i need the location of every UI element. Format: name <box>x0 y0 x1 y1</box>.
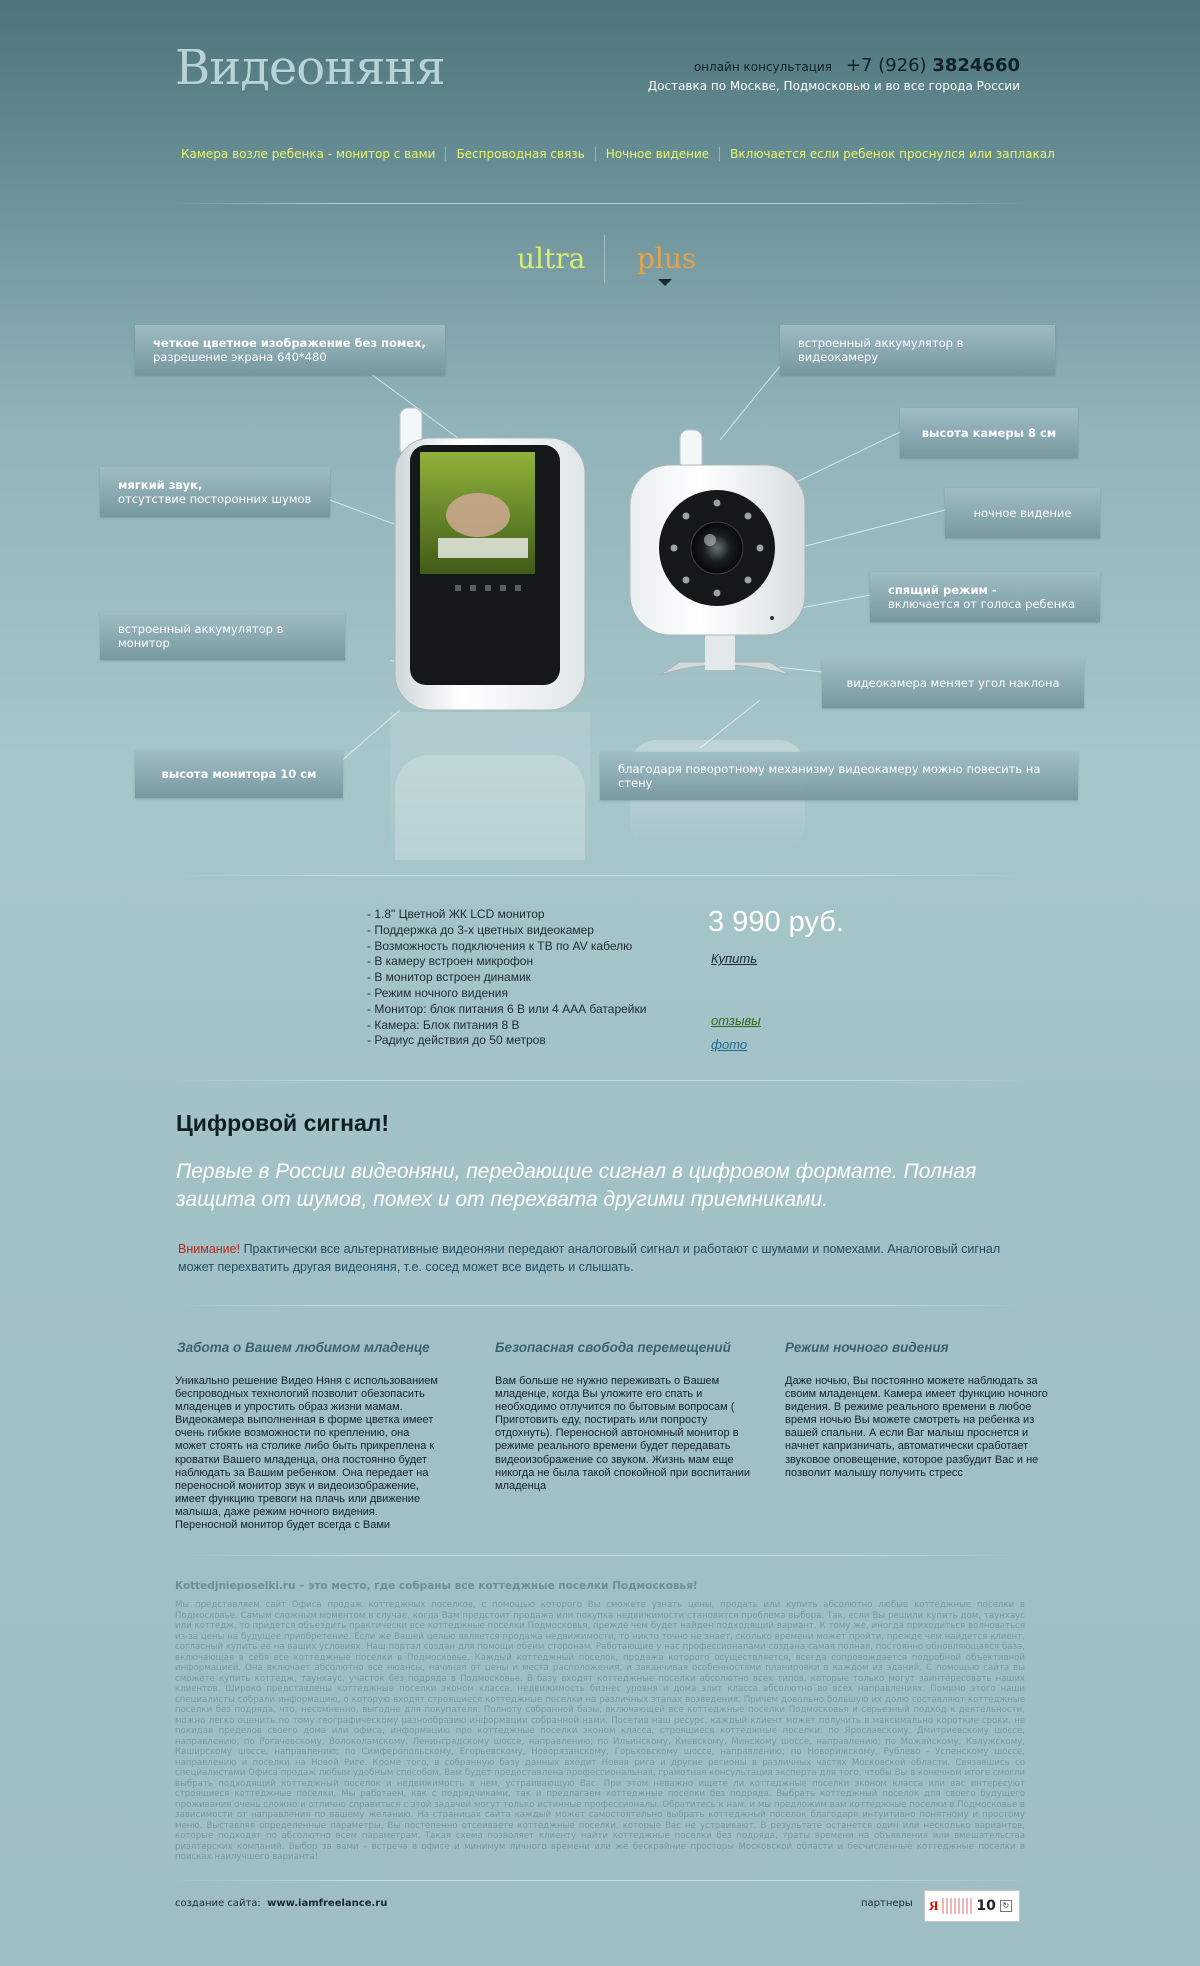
reviews-link[interactable]: отзывы <box>711 1013 761 1028</box>
callout-wall-text: благодаря поворотному механизму видеокамеру можно повесить на стену <box>618 762 1041 790</box>
tab-plus[interactable]: plus <box>637 242 697 275</box>
callout-sleep-line1: спящий режим - <box>888 583 997 597</box>
footer-credit <box>175 1898 387 1909</box>
divider-top <box>170 203 1030 204</box>
specs-list <box>367 907 646 1049</box>
site-logo[interactable]: Видеоняня <box>175 40 445 96</box>
nav-item-wireless[interactable]: Беспроводная связь <box>446 147 595 161</box>
refresh-icon: ↻ <box>1000 1900 1012 1912</box>
callout-monitor-height-text: высота монитора 10 см <box>161 767 317 781</box>
spec-item: - Радиус действия до 50 метров <box>367 1033 546 1048</box>
callout-monitor-height <box>135 750 343 798</box>
phone-number[interactable] <box>846 55 1020 76</box>
divider-columns <box>170 1555 1030 1556</box>
column-text-freedom: Вам больше не нужно переживать о Вашем младенце, когда Вы уложите его спать и необходимо отлучится по бытовым вопросам ( Приготовить еду, постирать или попросту отдохнуть). Переносной автономный монитор в режиме реального времени будет передавать видеоизображение со звуком. Жизнь мам еще никогда не была такой спокойной при воспитании младенца <box>495 1375 750 1492</box>
attention-note <box>178 1240 1028 1276</box>
callout-wall-mount <box>600 752 1078 800</box>
divider-footer <box>170 1880 1030 1881</box>
consult-label: онлайн консультация <box>693 60 832 74</box>
callout-screen-line2: разрешение экрана 640*480 <box>153 350 327 364</box>
nav-item-auto-on[interactable]: Включается если ребенок проснулся или заплакал <box>730 147 1055 161</box>
column-text-night: Даже ночью, Вы постоянно можете наблюдать за своим младенцем. Камера имеет функцию ночного видения. В режиме реального времени в любое время ночью Вы можете смотреть на ребенка из вашей спальни. А если Ваг малыш проснется и начнет капризничать, автоматически сработает звуковое оповещение, которое разбудит Вас и не позволит малышу получить стресс <box>785 1375 1048 1479</box>
seo-text: Мы представляем сайт Офиса продаж коттеджных поселков, с помощью которого Вы сможете узнать цены, продать или купить абсолютно любые коттеджные поселки в Подмосковье. Самым сложным моментом в случае, когда Вам предстоит продажа или покупка недвижимости становится проблема выбора. Так, если Вы решили купить дом, таунхаус или коттедж, то придется объездить практически все коттеджные поселки Подмосковья, прежде чем будет найден подходящий вариант. К тому же, иногда приходиться волноваться из-за цены на будущее приобретение. Если же Вашей целью является продажа недвижимости, то никто точно не знает, сколько времени может пройти, прежде чем найдется клиент, согласный купить ее на ваших условиях. Наш портал создан для помощи обеим сторонам. Работающие у нас профессионалами создана самая полная, постоянно обновляющаяся база, включающая в себя все коттеджные поселки в Подмосковье. Каждый коттеджный поселок, продажа которого осуществляется, всегда сопровождается подробной объективной информацией. Она включает абсолютно все нюансы, начиная от цены и места расположения, и заканчивая особенностями планировки в каждом из зданий. С помощью сайта вы сможете купить коттедж, таунхаус, участок без подряда в Подмосковье. В базу входят коттеджные поселки абсолютно всех типов, которые только могут заинтересовать наших клиентов. Широко представлены коттеджные поселки эконом класса, недвижимость бизнес уровня и дома элит класса абсолютно во всех направлениях. Помимо этого наши специалисты собрали информацию, о которую входят строящиеся коттеджные поселки на различных этапах возведения. Причем довольно большую их долю составляют коттеджные поселки без подряда, что, несомненно, выгодне для покупателя. Полноту собранной базы, включающей все коттеджные поселки Подмосковья и серьезный подход к деятельности, можно легко оценить по тому географическому разнообразию информации собранной нами. Посетив наш ресурс, каждый клиент может получить в максимально короткие сроки, не покидая пределов своего дома или офиса, информацию про коттеджные поселки эконом класса, строящиеся коттеджные поселки: по Ярославскому, Дмитриевскому шоссе, направлению; по Рогачевскому, Волоколамскому, Ленинградскому шоссе, направлению; по Ильинскому, Киевскому, Минскому шоссе, направлению; по Можайскому, Калужскому, Каширскому шоссе, направлению; по Симферопольскому, Егорьевскому, Новорязанскому, Горьковскому шоссе, направлению; по Новорижскому, Рублево - Успенскому шоссе, направлению и поселки на Новой Риге. Кроме того, в собранную базу данных входит Новая рига и другие регионы в различных частях Московской области. Связавшись со специалистами Офиса продаж любым удобным способом, Вам будет предоставлена профессиональная, грамотная консультация эксперта для того, чтобы Вы в конечном итоге смогли выбрать подходящий коттеджный поселок и недвижимость в нем, устраивающую Вас. При этом неважно ищете ли коттеджные поселки эконом класса или вас интересуют строящиеся коттеджные поселки. Мы работаем, как с подрядчиками, так и предлагаем коттеджные поселки без подряда. Выбрать коттеджный поселок для своего будущего проживания очень сложно и отлично справиться с этой задачей могут только истинные профессионалы. Обратитесь к нам, и мы предложим вам коттеджные поселки в Подмосковье в зависимости от направления по вашему желанию. На страницах сайта каждый может самостоятельно выбрать коттеджный поселок благодаря интуитивно понятному и простому меню. Выставляя определенные параметры, Вы постепенно отсеиваете коттеджные поселки, которые Вас не устраивают. В результате останется один или несколько вариантов, которые подходят по абсолютно всем параметрам. Такая схема позволяет клиенту найти коттеджные поселки без подряда, траты времени на объявления или вмешательства риэлтерских компаний. Выбор за вами – встреча в офисе и минимум личного времени или же бескрайние просторы Московской области и бесчисленные коттеджные поселки в поисках наилучшего варианта! <box>175 1600 1025 1862</box>
partners-label: партнеры <box>861 1898 913 1909</box>
callout-battery-monitor <box>100 612 345 660</box>
callout-sleep-line2: включается от голоса ребенка <box>888 597 1076 611</box>
callout-sound-line1: мягкий звук, <box>118 478 203 492</box>
callout-tilt-text: видеокамера меняет угол наклона <box>846 676 1060 690</box>
callout-camera-height-text: высота камеры 8 см <box>921 426 1057 440</box>
phone-code: +7 (926) <box>845 55 927 76</box>
tab-separator <box>604 235 605 283</box>
counter-graph-icon <box>942 1898 972 1914</box>
callout-night-vision <box>945 488 1100 538</box>
consultation-block <box>694 55 1020 76</box>
buy-link[interactable]: Купить <box>711 951 758 966</box>
credit-label: создание сайта: <box>175 1898 261 1909</box>
callout-camera-height <box>900 408 1078 458</box>
price: 3 990 руб. <box>708 906 844 938</box>
callout-tilt <box>822 658 1084 708</box>
column-title-night: Режим ночного видения <box>785 1340 949 1355</box>
column-title-care: Забота о Вашем любимом младенце <box>177 1340 430 1355</box>
yandex-counter-badge[interactable] <box>924 1890 1020 1922</box>
spec-item: - Возможность подключения к ТВ по AV кабелю <box>367 938 633 953</box>
spec-item: - Поддержка до 3-х цветных видеокамер <box>367 922 594 937</box>
divider-digital <box>170 1305 1030 1306</box>
phone-digits: 3824660 <box>932 55 1020 76</box>
spec-item: - В камеру встроен микрофон <box>367 954 534 969</box>
callout-sleep-mode <box>870 572 1100 622</box>
callout-battery-camera-text: встроенный аккумулятор в видеокамеру <box>798 336 964 364</box>
spec-item: - Режим ночного видения <box>367 985 508 1000</box>
divider-specs <box>170 1080 1030 1081</box>
callout-screen-quality <box>135 325 445 375</box>
main-nav <box>175 147 1065 161</box>
callout-night-vision-text: ночное видение <box>973 506 1072 520</box>
callout-sound-line2: отсутствие посторонних шумов <box>118 492 312 506</box>
digital-lead: Первые в России видеоняни, передающие сигнал в цифровом формате. Полная защита от шумов, помех и от перехвата другими приемниками. <box>176 1160 977 1211</box>
callout-battery-camera <box>780 325 1055 375</box>
callout-battery-monitor-text: встроенный аккумулятор в монитор <box>118 622 284 650</box>
delivery-info: Доставка по Москве, Подмосковью и во все города России <box>647 79 1020 93</box>
yandex-logo-icon: Я <box>929 1898 939 1913</box>
digital-signal-heading: Цифровой сигнал! <box>176 1110 390 1136</box>
spec-item: - В монитор встроен динамик <box>367 970 531 985</box>
callout-screen-line1: четкое цветное изображение без помех, <box>153 336 426 350</box>
spec-item: - Монитор: блок питания 6 В или 4 ААА батарейки <box>367 1001 647 1016</box>
credit-link[interactable]: www.iamfreelance.ru <box>267 1898 388 1909</box>
divider-product <box>170 875 1030 876</box>
nav-item-camera-monitor[interactable]: Камера возле ребенка - монитор с вами <box>175 147 446 161</box>
nav-item-night-vision[interactable]: Ночное видение <box>596 147 720 161</box>
tab-ultra[interactable]: ultra <box>517 242 586 275</box>
counter-value: 10 <box>976 1898 996 1914</box>
spec-item: - Камера: Блок питания 8 В <box>367 1017 520 1032</box>
selected-tab-indicator-icon <box>658 279 672 286</box>
attention-label: Внимание! <box>178 1242 241 1256</box>
column-title-freedom: Безопасная свобода перемещений <box>495 1340 731 1355</box>
callout-sound <box>100 467 330 517</box>
attention-text: Практически все альтернативные видеоняни передают аналоговый сигнал и работают с шумами и помехами. Аналоговый сигнал может перехватить другая видеоняня, т.е. сосед может все видеть и слышать. <box>178 1242 1001 1274</box>
spec-item: - 1.8" Цветной ЖК LCD монитор <box>367 907 545 921</box>
column-text-care: Уникально решение Видео Няня с использованием беспроводных технологий позволит обезопасить младенцев и упростить образ жизни мамам. Видеокамера выполненная в форме цветка имеет очень гибкие возможности по креплению, она может стоять на столике либо быть прикреплена к кроватки Вашего младенца, она постоянно будет наблюдать за Вашим ребенком. Она передает на переносной монитор звук и видеоизображение, имеет функцию тревоги на плачь или движение малыша, даже режим ночного видения. Переносной монитор будет всегда с Вами <box>175 1375 438 1532</box>
seo-title: Kottedjnieposelki.ru – это место, где собраны все коттеджные поселки Подмосковья! <box>175 1580 698 1592</box>
photo-link[interactable]: фото <box>711 1037 748 1052</box>
